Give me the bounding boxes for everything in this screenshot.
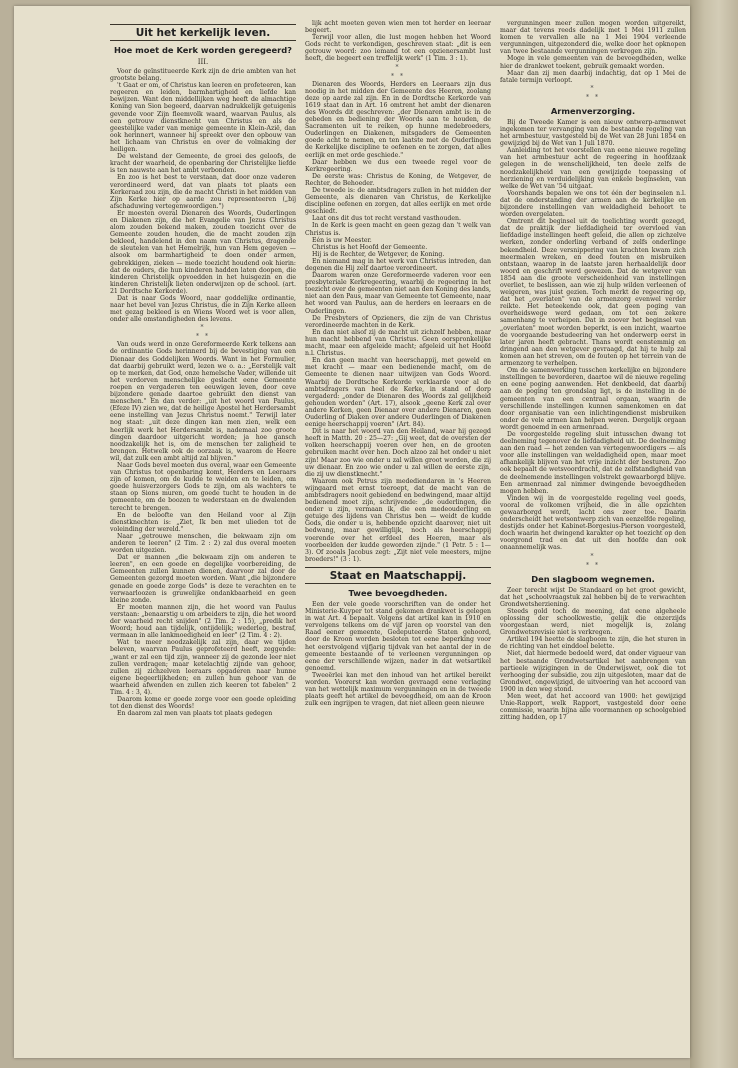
- paragraph: Bij de Tweede Kamer is een nieuw ontwerp-armenwet ingekomen ter vervanging van de bestaande regeling van het armbestuur, vastgesteld bij de Wet van 28 Juni 1854 en gewijzigd bij de Wet van 1 Juli 1870.: [500, 118, 686, 148]
- paragraph: Daar hebben we dus een tweede regel voor de Kerkregeering.: [305, 158, 491, 173]
- paragraph: En dan niet alsof zij de macht uit zichzelf hebben, maar hun macht hebbend van Christus. Geen oorspronkelijke macht, maar een afgeleide macht; afgeleid uit het Hoofd n.l. Christus.: [305, 328, 491, 358]
- paragraph: Christus is het Hoofd der Gemeente.: [312, 243, 428, 251]
- text-columns: [110, 20, 690, 1050]
- paragraph: Zeer terecht wijst De Standaard op het groot gewicht, dat het „schoolvraagstuk zal hebben bij de te verwachten Grondwetsherziening.: [500, 586, 686, 608]
- paragraph: Er moeten mannen zijn, die het woord van Paulus verstaan: „benaarstig u om arbeiders te zijn, die het woord der waarheid recht snijden" (2 Tim. 2 : 15), „predik het Woord; houd aan tijdelijk, ontijdelijk; wederleg, bestraf, vermaan in alle lankmoedigheid en leer" (2 Tim. 4 : 2).: [110, 603, 296, 640]
- paragraph: Waarom ook Petrus zijn medediendaren in 's Heeren wijngaard met ernst toeroept, dat de macht van de ambtsdragers nooit gebiedend en bedwingend, maar altijd bedienend moet zijn, schrijvende: „de ouderlingen, die onder u zijn, vermaan ik, die een medeouderling en getuige des lijdens van Christus ben — weidt de kudde Gods, die onder u is, hebbende opzicht daarover, niet uit bedwang, maar gewilliglijk, noch als heerschappij voerende over het erfdeel des Heeren, maar als voorbeelden der kudde geworden zijnde." (1 Petr. 5 : 1—3). Of zooals Jacobus zegt: „Zijt niet vele meesters, mijne broeders!" (3 : 1).: [305, 477, 491, 563]
- paragraph: Vinden wij in de voorgestelde regeling veel goeds, vooral de volkomen vrijheid, die in alle opzichten gewaarborgd wordt, lacht ons zeer toe. Daarin onderscheidt het wetsontwerp zich van eenzelfde regeling, destijds onder het Kabinet-Borgesius-Pierson voorgesteld, doch waarin het dwingend karakter op het toezicht op den voorgrond trad en dat uit den hoofde dan ook onaannemelijk was.: [500, 494, 686, 552]
- paragraph: In de Kerk is geen macht en geen gezag dan 't welk van Christus is.: [305, 222, 491, 237]
- paragraph: Dat is naar Gods Woord, naar goddelijke ordinantie, naar het bevel van Jezus Christus, die in Zijn Kerke alleen met gezag bekleed is en Wiens Woord wet is voor allen, onder alle omstandigheden des levens.: [110, 295, 296, 324]
- paragraph: De eerste was: Christus de Koning, de Wetgever, de Rechter, de Behoeder.: [305, 172, 491, 187]
- article-body-1b: [110, 341, 296, 717]
- article-title-slagboom: Den slagboom wegnemen.: [531, 573, 655, 584]
- article-title-kerk-regering: Hoe moet de Kerk worden geregeerd?: [114, 45, 292, 55]
- paragraph: Dienaren des Woords, Herders en Leeraars zijn dus noodig in het midden der Gemeente des Heeren, zoolang deze op aarde zal zijn. En in de Dordtsche Kerkorde van 1619 staat dan in Art. 16 omtrent het ambt der dienaren des Woords dit geschreven: „der Dienaren ambt is: in de gebeden en bediening der Woords aan te houden, de Sacramenten uit te reiken, op hunne medebroeders, Ouderlingen en Diakenen, mitsgaders de Gemeenten goede acht te nemen, en ten laatste met de Ouderlingen de Kerkelijke discipline te oefenen en te zorgen, dat alles eerlijk en met orde geschiede.": [305, 80, 491, 159]
- part-number: III.: [197, 58, 209, 66]
- paragraph: En dan geen macht van heerschappij, met geweld en met kracht — maar een bedienende macht, om de Gemeente te dienen naar uitwijzen van Gods Woord. Waarbij de Dordtsche Kerkorde verklaarde voor al de ambtsdragers van heel de Kerke, in stand of dorp vergaderd: „onder de Dienaren des Woords zal gelijkheid gehouden worden" (Art. 17), alsook „geene Kerk zal over andere Kerken, geen Dienaar over andere Dienaren, geen Ouderling of Diaken over andere Ouderlingen of Diakenen eenige heerschappij voeren" (Art. 84).: [305, 357, 491, 429]
- column-1: [110, 20, 296, 1050]
- paragraph: 't Gaat er om, of Christus kan leeren en profeteeren, kan regeeren en leiden, barmhartigheid en liefde kan bewijzen. Want den middellijken weg heeft de almachtige Koning van Sion begeerd, daarvan nadrukkelijk getuigenis gevende voor Zijn fleemvolk waard, waarvan Paulus, als een getrouw dienstknecht van Christus en als de geestelijke vader van menige gemeente in Klein-Azië, dan ook herinnert, wanneer hij spreekt over den opbouw van het lichaam van Christus en over de volmaking der heiligen.: [110, 82, 296, 154]
- section-rule-top: [305, 567, 491, 568]
- paragraph: En zoo is het best te verstaan, dat door onze vaderen verordineerd werd, dat van plaats tot plaats een Kerkeraad zou zijn, die de macht Christi in het midden van Zijn Kerke hier op aarde zou representeeren („bij afschaduwing vertegenwoordigen."): [110, 174, 296, 210]
- paragraph: lijk acht moeten geven wien men tot herder en leeraar begeert.: [305, 20, 491, 35]
- paragraph: Voor de geïnstitueerde Kerk zijn de drie ambten van het grootste belang.: [110, 68, 296, 83]
- paragraph: De tweede is: de ambtsdragers zullen in het midden der Gemeente, als dienaren van Christus, de Kerkelijke discipline oefenen en zorgen, dat alles eerlijk en met orde geschiedt.: [305, 186, 491, 216]
- paragraph: Eén is uw Meester.: [312, 236, 372, 244]
- article-body-2c: [305, 601, 491, 707]
- article-body-3c: [500, 587, 686, 722]
- section-title-kerkelijk: Uit het kerkelijk leven.: [135, 27, 271, 39]
- article-body-3a: [500, 20, 686, 84]
- paragraph: Wat te meer noodzakelijk zal zijn, daar we tijden beleven, waarvan Paulus geprofeteerd heeft, zeggende: „want er zal een tijd zijn, wanneer zij de gezonde leer niet zullen verdragen; maar ketelachtig zijnde van gehoor, zullen zij zichzelven leeraars opgaderen naar hunne eigene begeerlijkheden; en zullen hun gehoor van de waarheid afwenden en zullen zich keeren tot fabelen" 2 Tim. 4 : 3, 4).: [110, 639, 296, 696]
- paragraph: Er moesten overal Dienaren des Woords, Ouderlingen en Diakenen zijn, die het Evangelie van Jezus Christus alom zouden bekend maken, zouden toezicht over de Gemeente zouden houden, die de macht zouden zijn bekleed, handelend in den naam van Christus, dragende de sleutelen van het Hemelrijk, hun van Hem gegeven — alsook om barmhartigheid te doen onder armen, gebrekkigen, zieken — mede toezicht houdend ook hierin: dat de ouders, die hun kinderen hadden laten doopen, die kinderen Christelijk opvoedden in het huisgezin en die kinderen Christelijk lieten onderwijzen op de school. (art. 21 Dordtsche Kerkorde).: [110, 209, 296, 295]
- star-separator: * * *: [586, 552, 600, 569]
- top-rule: [110, 24, 296, 25]
- article-body-1a: [110, 68, 296, 323]
- paragraph: Aanleiding tot het voorstellen van eene nieuwe regeling van het armbestuur acht de regeering in hoofdzaak gelegen in de wenschelijkheid, ten deele zelfs de noodzakelijkheid van een gewijzigde toepassing of herziening en verduidelijking van enkele beginselen, van welke de Wet van '54 uitgaat.: [500, 147, 686, 190]
- book-spine-edge: [690, 0, 738, 1068]
- paragraph: De Presbyters of Opzieners, die zijn de van Christus verordineerde machten in de Kerk.: [305, 314, 491, 329]
- paragraph: Naar „getrouwe menschen, die bekwaam zijn om anderen te leeren" (2 Tim. 2 : 2) zal dus overal moeten worden uitgezien.: [110, 532, 296, 555]
- paragraph: Dit is naar het woord van den Heiland, waar hij gezegd heeft in Matth. 20 : 25—27: „Gij weet, dat de oversten der volken heerschappij voeren over hen, en de grooten gebruiken macht over hen. Doch alzoo zal het onder u niet zijn! Maar zoo wie onder u zal willen groot worden, die zij uw dienaar. En zoo wie onder u zal willen de eerste zijn, die zij uw dienstknecht.": [305, 428, 491, 478]
- paragraph: De welstand der Gemeente, de groei des geloofs, de kracht der waarheid, de openbaring der Christelijke liefde is ten nauwste aan het ambt verbonden.: [110, 153, 296, 175]
- column-3: [500, 20, 686, 1050]
- article-body-2b: [305, 81, 491, 563]
- paragraph: Niet, dat hiermede bedoeld werd, dat onder vigueur van het bestaande Grondwetsartikel het aanbrengen van partieele wijzigingen in de Onderwijswet, ook die tot verhooging der subsidie, zou zijn uitgesloten, maar dat de Grondwet, ongewijzigd, de uitvoering van het accoord van 1900 in den weg stond.: [500, 650, 686, 693]
- paragraph: Een der vele goede voorschriften van de onder het Ministerie-Kuyper tot stand gekomen drankwet is gelegen in wat Art. 4 bepaalt. Volgens dat artikel kan in 1910 en vervolgens telkens om de vijf jaren op voorstel van den Raad eener gemeente, Gedeputeerde Staten gehoord, door de Kroon worden besloten tot eene beperking voor het eerstvolgend vijfjarig tijdvak van het aantal der in de gemeente bestaande of te verleenen vergunningen op eene der verschillende wijzen, nader in dat wetsartikel genoemd.: [305, 600, 491, 672]
- paragraph: Dat er mannen „die bekwaam zijn om anderen te leeren", en een goede en degelijke voorbereiding, de Gemeenten zullen kunnen dienen, daarvoor zal door de Gemeenten gezorgd moeten worden. Want „die bijzondere genade en goede zorge Gods" is deze te verachten en te verwaarloozen is gruwelijke ondankbaarheid en geen kleine zonde.: [110, 554, 296, 604]
- article-title-bevoegdheden: Twee bevoegdheden.: [348, 587, 448, 598]
- paragraph: En daarom zal men van plaats tot plaats gedegen: [117, 710, 273, 718]
- paragraph: En niemand mag in het werk van Christus intreden, dan degenen die Hij zelf daartoe verordineert.: [305, 257, 491, 272]
- paragraph: Men weet, dat het accoord van 1900: het gewijzigd Unie-Rapport, welk Rapport, vastgesteld door eene commissie, waarin bijna alle voormannen op schoolgebied zitting hadden, op 17: [500, 692, 686, 722]
- paragraph: Tweeërlei kan met den inhoud van het artikel bereikt worden. Voorerst kan worden gevraagd eene verlaging van het wettelijk maximum vergunningen en in de tweede plaats geeft het artikel de bevoegdheid, om aan de Kroon zulk een ingrijpen te vragen, dat niet alleen geen nieuwe: [305, 671, 491, 708]
- star-separator: * * *: [586, 84, 600, 101]
- paragraph: En de beloofte van den Heiland voor al Zijn dienstknechten is: „Ziet, Ik ben met ulieden tot de voleinding der wereld.": [110, 511, 296, 533]
- paragraph: Artikel 194 heette de slagboom te zijn, die het sturen in de richting van het einddoel belette.: [500, 636, 686, 651]
- section-rule: [110, 40, 296, 41]
- paragraph: Naar Gods bevel moeten dus overal, waar een Gemeente van Christus tot openbaring komt, Herders en Leeraars zijn of komen, om de kudde te weiden en te leiden, om goede huisverzorgers Gods te zijn, om als wachters te staan op Sions muren, om goede tucht te houden in de gemeente, om de boozen te wederstaan en de dwalenden terecht te brengen.: [110, 461, 296, 512]
- paragraph: Laat ons dit dus tot recht verstand vasthouden.: [312, 215, 461, 223]
- column-2: [305, 20, 491, 1050]
- star-separator: * * *: [196, 324, 210, 341]
- paragraph: Maar dan zij men daarbij indachtig, dat op 1 Mei de fatale termijn verloopt.: [500, 69, 686, 84]
- article-body-2a: [305, 20, 491, 63]
- paragraph: Voorshands bepalen we ons tot één der beginselen n.l. dat de onderstanding der armen aan de kerkelijke en bijzondere instellingen van weldadigheid behoort te worden overgelaten.: [500, 189, 686, 219]
- paragraph: Om de samenwerking tusschen kerkelijke en bijzondere instellingen te bevorderen, daartoe wil de nieuwe regeling en eene poging aanwenden. Het denkbeeld, dat daarbij aan de poging ten grondslag ligt, is de instelling in de gemeenten van een centraal orgaan, waarin de verschillende instellingen kunnen samenkomen en dat door organisatie van een inlichtingendienst misbruiken onder de vele armen kan helpen weren. Dergelijk orgaan wordt genoemd in een armenraad.: [500, 367, 686, 431]
- paragraph: Moge in vele gemeenten van de bevoegdheden, welke hier de drankwet toekent, gebruik gemaakt worden.: [500, 55, 686, 70]
- paragraph: Omtrent dit beginsel uit de toelichting wordt gezegd, dat de praktijk der liefdadigheid ter overvloed van liefdadige instellingen heeft geleid, die allen op zichzelve werken, zonder onderling verband of zelfs onderlinge bekendheid. Deze versnippering van krachten kwam zich meermalen wreken, en deed fouten en misbruiken ontstaan, waarop in de laatste jaren herhaaldelijk door woord en geschrift werd gewezen. Dat de wetgever van 1854 aan die groote verscheidenheid van instellingen overliet, te beslissen, aan wie zij hulp wilden verleenen of weigeren, was juist gezien. Toch merkt de regeering op, dat het „overlaten" van de armenzorg evenwel verder reikte. Het beteekende ook, dat geen poging van overheidswege werd gedaan, om tot een zekere samenhang te verheipen. Dat in zoover het beginsel van „overlaten" moet worden beperkt, is een inzicht, waartoe de voorgaande bestudeering van het onderwerp eerst in later jaren heeft gebracht. Thans wordt eenstemmig en dringend aan den wetgever gevraagd, dat hij te hulp zal komen aan het streven, om de fouten op het terrein van de armenzorg te verhelpen.: [500, 218, 686, 368]
- paragraph: vergunningen meer zullen mogen worden uitgereikt, maar dat tevens reeds dadelijk met 1 Mei 1911 zullen komen te vervallen alle na 1 Mei 1904 verleende vergunningen, uitgezonderd die, welke door het opknopen van twee bestaande vergunningen verkregen zijn.: [500, 20, 686, 56]
- paragraph: Terwijl voor allen, die lust mogen hebben het Woord Gods recht te verkondigen, geschreven staat: „dit is een getrouw woord: zoo iemand tot een opzienersambt lust heeft, die begeert een treffelijk werk" (1 Tim. 3 : 1).: [305, 34, 491, 63]
- section-title-staat: Staat en Maatschappij.: [329, 569, 467, 582]
- section-rule: [305, 583, 491, 584]
- paragraph: Van ouds werd in onze Gereformeerde Kerk telkens aan de ordinantie Gods herinnerd bij de bevestiging van een Dienaar des Goddelijken Woords. Want in het Formulier, dat daarbij gebruikt werd, lezen we o. a.: „Eerstelijk valt op te merken, dat God, onze hemelsche Vader, willende uit het verdorven menschelijke geslacht eene Gemeente roepen en vergaderen ten eeuwigen leven, door ceve bijzondere genade daartoe gebruikt den dienst van menschen." En dan verder: „uit het woord van Paulus, (Efeze IV) zien we, dat de heilige Apostel het Herdersambt eene instelling van Jezus Christus noemt." Terwijl later nog staat: „uit deze dingen kan men zien, welk een heerlijk werk het Herdersambt is, nademaal zoo groote dingen daardoor uitgericht worden; ja hoe gansch noodzakelijk het is, om de menschen ter zaligheid te brengen. Hetwelk ook de oorzaak is, waarom de Heere wil, dat zulk een ambt altijd zal blijven.": [110, 341, 296, 462]
- article-title-armenverzorging: Armenverzorging.: [550, 105, 636, 116]
- newspaper-page: [14, 6, 690, 1058]
- paragraph: Hij is de Rechter, de Wetgever, de Koning.: [312, 250, 445, 258]
- paragraph: Daarom waren onze Gereformeerde vaderen voor een presbyteriale Kerkregeering, waarbij de regeering in het toezicht over de gemeenten niet aan den Koning des lands, niet aan den Paus, maar van Gemeente tot Gemeente, naar het woord van Paulus, aan de herders en leeraars en de Ouderlingen.: [305, 272, 491, 315]
- article-body-3b: [500, 119, 686, 552]
- paragraph: Steeds gold toch de meening, dat eene algeheele oplossing der schoolkwestie, gelijk die onzerzijds voorgestaan werd, niet mogelijk is, zolang Grondwetsrevisie niet is verkregen.: [500, 607, 686, 637]
- star-separator: * * *: [391, 63, 405, 80]
- paragraph: De voorgestelde regeling sluit intusschen dwang tot deelneming tegenover de liefdadigheid uit. De deelneming aan den raad — het zenden van vertegenwoordigers — als voor alle instellingen van weldadigheid open, maar moet afhankelijk blijven van het vrije inzicht der besturen. Zoo ook bepaalt de wetsvoordracht, dat de zelfstandigheid van de deelnemende instellingen volstrekt gewaarborgd blijve. Een armenraad zal nimmer dwingende bevoegdheden mogen hebben.: [500, 430, 686, 495]
- paragraph: Daarom kome er goede zorge voor een goede opleiding tot den dienst des Woords!: [110, 696, 296, 711]
